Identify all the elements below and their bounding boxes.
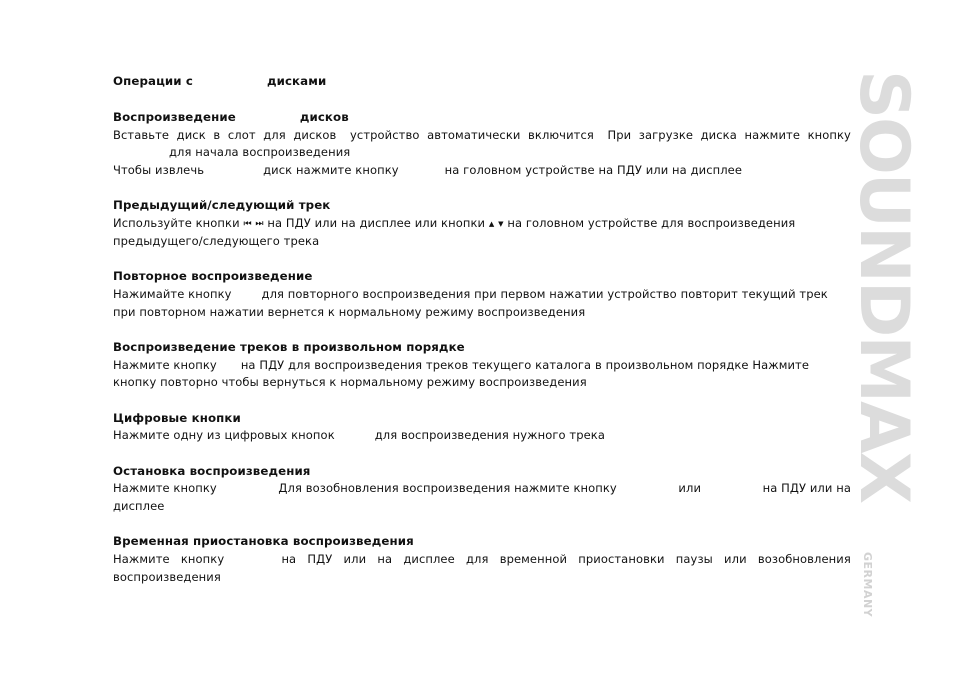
- heading-part: Воспроизведение: [113, 110, 236, 124]
- word: или: [343, 552, 367, 566]
- word: или: [724, 552, 747, 566]
- text: Используйте кнопки: [113, 216, 240, 230]
- text: Нажимайте кнопку: [113, 287, 232, 301]
- paragraph-line: для начала воспроизведения: [169, 145, 351, 159]
- text: Нажмите одну из цифровых кнопок: [113, 428, 335, 442]
- word: Нажмите: [113, 552, 170, 566]
- text: Нажмите кнопку: [113, 358, 217, 372]
- word: на: [281, 552, 297, 566]
- text: для повторного воспроизведения при первом нажатии устройство повторит текущий трек: [261, 287, 828, 301]
- word: включится: [528, 128, 594, 142]
- heading-part: дисков: [299, 110, 349, 124]
- brand-logo-text: SOUNDMAX: [844, 70, 923, 503]
- paragraph-line: предыдущего/следующего трека: [113, 234, 320, 248]
- word: диск: [176, 128, 206, 142]
- arrow-down-icon: ▼: [498, 220, 504, 228]
- soundmax-logo: [844, 70, 923, 550]
- paragraph-line: дисплее: [113, 499, 165, 513]
- paragraph-line: кнопку повторно чтобы вернуться к нормальному режиму воспроизведения: [113, 375, 587, 389]
- text: на головном устройстве для воспроизведения: [507, 216, 796, 230]
- paragraph-line: [113, 287, 828, 301]
- text: Для возобновления воспроизведения нажмите кнопку: [278, 481, 617, 495]
- word: приостановки: [578, 552, 665, 566]
- section-heading-prev-next: Предыдущий/следующий трек: [113, 198, 331, 212]
- word: ПДУ: [307, 552, 333, 566]
- section-heading-pause: Временная приостановка воспроизведения: [113, 534, 414, 548]
- page-title-part: Операции с: [113, 74, 193, 88]
- section-heading-disc-playback: [113, 110, 349, 124]
- word: Вставьте: [113, 128, 170, 142]
- arrow-up-icon: ▲: [488, 220, 495, 228]
- text: на ПДУ или на дисплее или кнопки: [267, 216, 486, 230]
- text: диск нажмите кнопку: [263, 163, 399, 177]
- section-heading-repeat: Повторное воспроизведение: [113, 269, 313, 283]
- word: слот: [227, 128, 256, 142]
- paragraph-line: [113, 428, 605, 442]
- section-heading-shuffle: Воспроизведение треков в произвольном порядке: [113, 340, 465, 354]
- previous-track-icon: ⏮: [243, 219, 252, 229]
- word: загрузке: [638, 128, 694, 142]
- text: Нажмите кнопку: [113, 481, 217, 495]
- paragraph-line: [113, 128, 851, 142]
- paragraph-line: при повторном нажатии вернется к нормальному режиму воспроизведения: [113, 305, 586, 319]
- section-heading-digit-buttons: Цифровые кнопки: [113, 411, 241, 425]
- word: для: [465, 552, 489, 566]
- text: Чтобы извлечь: [113, 163, 205, 177]
- word: устройство: [350, 128, 420, 142]
- page-title-part: дисками: [266, 74, 327, 88]
- brand-sub-text: GERMANY: [861, 552, 874, 618]
- paragraph-line: [113, 358, 809, 372]
- next-track-icon: ⏭: [255, 219, 264, 229]
- word: дисплее: [403, 552, 455, 566]
- paragraph-line: [113, 163, 742, 177]
- text: на головном устройстве на ПДУ или на дисплее: [444, 163, 743, 177]
- text: на ПДУ или на: [762, 481, 851, 495]
- word: на: [377, 552, 393, 566]
- page-title: [113, 74, 326, 88]
- word: При: [607, 128, 632, 142]
- word: кнопку: [180, 552, 225, 566]
- text: или: [678, 481, 702, 495]
- word: возобновления: [757, 552, 851, 566]
- word: в: [213, 128, 221, 142]
- word: временной: [499, 552, 568, 566]
- paragraph-line: [113, 216, 795, 231]
- paragraph-line: [113, 481, 851, 495]
- paragraph-line: [113, 552, 851, 566]
- text: на ПДУ для воспроизведения треков текущего каталога в произвольном порядке Нажмите: [240, 358, 810, 372]
- word: дисков: [293, 128, 337, 142]
- text: для воспроизведения нужного трека: [374, 428, 605, 442]
- word: нажмите: [744, 128, 801, 142]
- word: диска: [700, 128, 737, 142]
- word: паузы: [675, 552, 713, 566]
- section-heading-stop: Остановка воспроизведения: [113, 464, 311, 478]
- word: кнопку: [807, 128, 851, 142]
- word: для: [263, 128, 286, 142]
- paragraph-line: воспроизведения: [113, 570, 221, 584]
- word: автоматически: [427, 128, 521, 142]
